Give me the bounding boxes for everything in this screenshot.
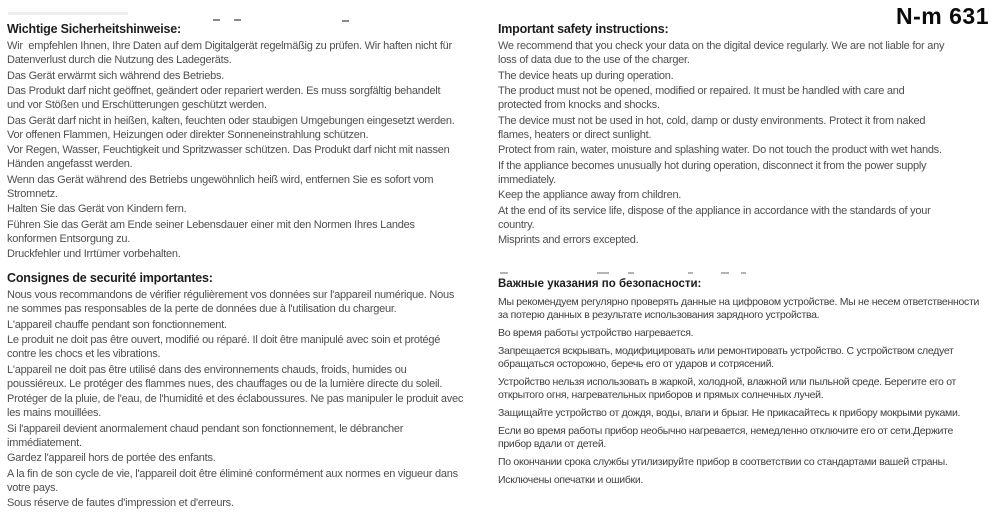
paragraph: [498, 159, 996, 187]
text-line: Le produit ne doit pas être ouvert, modifié ou réparé. Il doit être manipulé avec soin et protégé: [7, 334, 441, 346]
text-line: A la fin de son cycle de vie, l'appareil doit être éliminé conformément aux normes en vigueur dans: [7, 467, 458, 480]
text-line: flames, heaters or direct sunlight.: [498, 128, 652, 141]
german-safety-section: [7, 22, 493, 263]
text-line: Wenn das Gerät während des Betriebs ungewöhnlich heiß wird, entfernen Sie es sofort vom: [7, 173, 434, 186]
text-line: Protéger de la pluie, de l'eau, de l'humidité et des éclaboussures. Ne pas manipuler le produit avec: [7, 393, 464, 405]
text-line: At the end of its service life, dispose of the appliance in accordance with the standards of your: [498, 204, 931, 217]
text-line: L'appareil chauffe pendant son fonctionnement.: [7, 318, 227, 331]
text-line: Das Produkt darf nicht geöffnet, geändert oder repariert werden. Es muss sorgfältig behandelt: [7, 85, 441, 97]
text-line: contre les chocs et les vibrations.: [7, 348, 161, 360]
scan-artifact: [721, 272, 729, 274]
text-line: The device heats up during operation.: [498, 69, 674, 82]
paragraph: [498, 84, 996, 112]
text-line: Запрещается вскрывать, модифицировать или ремонтировать устройство. С устройством следует: [498, 345, 954, 357]
paragraph: [7, 39, 493, 67]
paragraph: [7, 333, 497, 361]
text-line: Nous vous recommandons de vérifier régulièrement vos données sur l'appareil numérique. Nous: [7, 289, 455, 301]
section-heading-english: Important safety instructions:: [498, 22, 669, 36]
section-heading-german: Wichtige Sicherheitshinweise:: [7, 22, 181, 36]
text-line: und vor Stößen und Erschütterungen geschützt werden.: [7, 99, 267, 111]
paragraph: [498, 376, 998, 402]
paragraph: [7, 363, 497, 391]
text-line: Si l'appareil devient anormalement chaud pendant son fonctionnement, le débrancher: [7, 422, 404, 435]
scan-artifact: [234, 19, 241, 21]
text-line: poussiéreux. Le protéger des flammes nues, des chauffages ou de la lumière directe du soleil.: [7, 377, 443, 390]
scan-artifact: [8, 12, 128, 15]
text-line: Wir empfehlen Ihnen, Ihre Daten auf dem Digitalgerät regelmäßig zu prüfen. Wir haften nicht für: [7, 40, 452, 52]
paragraph: [7, 69, 493, 83]
text-line: Misprints and errors excepted.: [498, 234, 639, 246]
paragraph: [7, 451, 497, 465]
paragraph: [498, 143, 996, 157]
paragraph: [7, 173, 493, 201]
paragraph: [498, 456, 998, 469]
text-line: protected from knocks and shocks.: [498, 99, 660, 111]
text-line: открытого огня, нагревательных приборов и прямых солнечных лучей.: [498, 389, 824, 401]
paragraph: [498, 425, 998, 451]
text-line: country.: [498, 218, 535, 231]
text-line: If the appliance becomes unusually hot during operation, disconnect it from the power supply: [498, 159, 927, 172]
paragraph: [498, 407, 998, 420]
text-line: Stromnetz.: [7, 187, 58, 200]
text-line: les mains mouillées.: [7, 407, 102, 419]
paragraph: [7, 114, 493, 142]
paragraph: [498, 188, 996, 202]
text-line: Händen angefasst werden.: [7, 158, 133, 170]
paragraph: [7, 84, 493, 112]
paragraph: [7, 202, 493, 216]
russian-paragraphs: [498, 296, 998, 487]
paragraph: [498, 39, 996, 67]
paragraph: [7, 218, 493, 246]
text-line: Во время работы устройство нагревается.: [498, 327, 694, 339]
paragraph: [7, 496, 497, 510]
paragraph: [7, 247, 493, 261]
scan-artifact: [597, 272, 609, 274]
paragraph: [498, 474, 998, 487]
text-line: Vor offenen Flammen, Heizungen oder direkter Sonneneinstrahlung schützen.: [7, 128, 369, 141]
paragraph: [498, 327, 998, 340]
paragraph: [498, 204, 996, 232]
text-line: Мы рекомендуем регулярно проверять данные на цифровом устройстве. Мы не несем ответственности: [498, 296, 980, 308]
section-heading-french: Consignes de securité importantes:: [7, 271, 213, 285]
english-paragraphs: [498, 39, 996, 247]
text-line: Das Gerät darf nicht in heißen, kalten, feuchten oder staubigen Umgebungen eingesetzt werden.: [7, 114, 455, 127]
paragraph: [498, 296, 998, 322]
russian-safety-section: [498, 277, 998, 492]
paragraph: [7, 467, 497, 495]
scan-artifact: [500, 272, 508, 274]
french-paragraphs: [7, 288, 497, 510]
paragraph: [498, 345, 998, 371]
paragraph: [7, 422, 497, 450]
paragraph: [498, 69, 996, 83]
paragraph: [498, 114, 996, 142]
text-line: Protect from rain, water, moisture and splashing water. Do not touch the product with wet hands.: [498, 144, 942, 156]
text-line: Gardez l'appareil hors de portée des enfants.: [7, 452, 216, 464]
paragraph: [7, 143, 493, 171]
german-paragraphs: [7, 39, 493, 261]
text-line: за потерю данных в результате использования зарядного устройства.: [498, 309, 820, 321]
text-line: прибор вдали от детей.: [498, 438, 607, 450]
scan-artifact: [688, 272, 693, 274]
text-line: ne sommes pas responsables de la perte de données due à l'utilisation du chargeur.: [7, 303, 397, 315]
text-line: L'appareil ne doit pas être utilisé dans des environnements chauds, froids, humides ou: [7, 363, 407, 376]
scan-artifact: [628, 272, 634, 274]
text-line: Исключены опечатки и ошибки.: [498, 474, 644, 486]
section-heading-russian: Важные указания по безопасности:: [498, 278, 702, 290]
text-line: votre pays.: [7, 481, 59, 494]
text-line: Keep the appliance away from children.: [498, 189, 682, 201]
text-line: Если во время работы прибор необычно нагревается, немедленно отключите его от сети.Держите: [498, 425, 954, 437]
text-line: Halten Sie das Gerät von Kindern fern.: [7, 203, 187, 215]
text-line: Führen Sie das Gerät am Ende seiner Lebensdauer einer mit den Normen Ihres Landes: [7, 218, 415, 231]
paragraph: [7, 392, 497, 420]
text-line: Sous réserve de fautes d'impression et d'erreurs.: [7, 497, 234, 509]
scan-artifact: [741, 272, 746, 274]
text-line: обращаться осторожно, беречь его от ударов и сотрясений.: [498, 358, 774, 370]
paragraph: [7, 288, 497, 316]
text-line: loss of data due to the use of the charger.: [498, 54, 690, 66]
text-line: Защищайте устройство от дождя, воды, влаги и брызг. Не прикасайтесь к прибору мокрыми руками.: [498, 407, 961, 419]
paragraph: [7, 318, 497, 332]
text-line: The device must not be used in hot, cold, damp or dusty environments. Protect it from naked: [498, 114, 926, 127]
french-safety-section: [7, 271, 497, 512]
scan-artifact: [213, 19, 220, 21]
text-line: konformen Entsorgung zu.: [7, 232, 131, 245]
paragraph: [498, 233, 996, 247]
text-line: immédiatement.: [7, 436, 82, 449]
text-line: immediately.: [498, 173, 556, 186]
text-line: Vor Regen, Wasser, Feuchtigkeit und Spritzwasser schützen. Das Produkt darf nicht mit nassen: [7, 144, 450, 156]
text-line: Das Gerät erwärmt sich während des Betriebs.: [7, 69, 225, 82]
text-line: Druckfehler und Irrtümer vorbehalten.: [7, 248, 181, 260]
text-line: По окончании срока службы утилизируйте прибор в соответствии со стандартами вашей страны.: [498, 456, 948, 468]
text-line: Устройство нельзя использовать в жаркой, холодной, влажной или пыльной среде. Берегите его от: [498, 376, 957, 388]
text-line: The product must not be opened, modified or repaired. It must be handled with care and: [498, 85, 905, 97]
text-line: Datenverlust durch die Nutzung des Ladegeräts.: [7, 54, 232, 66]
text-line: We recommend that you check your data on the digital device regularly. We are not liable for any: [498, 40, 945, 52]
document-code: N-m 631: [896, 3, 989, 29]
english-safety-section: [498, 22, 996, 249]
